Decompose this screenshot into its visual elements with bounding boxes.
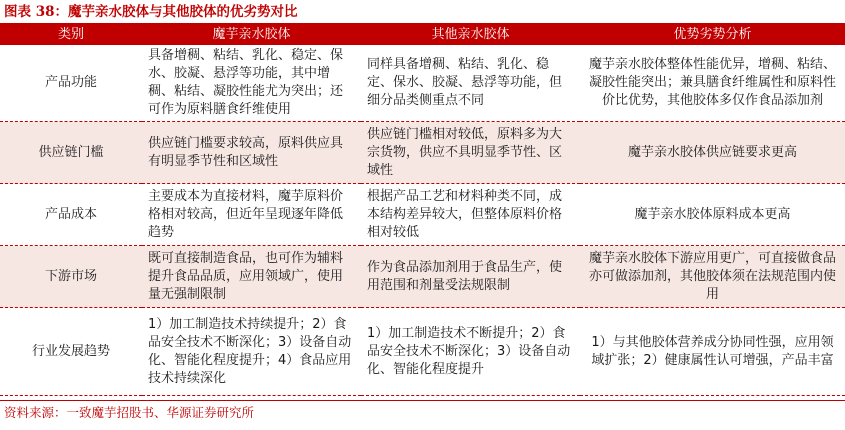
header-konjac: 魔芋亲水胶体 xyxy=(142,25,361,45)
source-note: 资料来源：一致魔芋招股书、华源证券研究所 xyxy=(4,405,255,420)
header-row xyxy=(0,25,845,45)
row-category: 产品成本 xyxy=(0,184,142,246)
table-row xyxy=(0,122,845,184)
comparison-table xyxy=(0,25,845,396)
analysis-cell: 魔芋亲水胶体下游应用更广，可直接做食品亦可做添加剂，其他胶体须在法规范围内使用 xyxy=(580,246,845,308)
row-category: 产品功能 xyxy=(0,45,142,122)
row-category: 行业发展趋势 xyxy=(0,308,142,396)
other-cell: 供应链门槛相对较低，原料多为大宗货物，供应不具明显季节性、区域性 xyxy=(361,122,580,184)
konjac-cell: 具备增稠、粘结、乳化、稳定、保水、胶凝、悬浮等功能，其中增稠、粘结、凝胶性能尤为突出；还可作为原料膳食纤维使用 xyxy=(142,45,361,122)
table-row xyxy=(0,45,845,122)
header-other: 其他亲水胶体 xyxy=(361,25,580,45)
other-cell: 作为食品添加剂用于食品生产，使用范围和剂量受法规限制 xyxy=(361,246,580,308)
figure-title: 图表 38：魔芋亲水胶体与其他胶体的优劣势对比 xyxy=(4,4,298,20)
other-cell: 同样具备增稠、粘结、乳化、稳定、保水、胶凝、悬浮等功能，但细分品类侧重点不同 xyxy=(361,45,580,122)
analysis-cell: 1）与其他胶体营养成分协同性强，应用领域扩张；2）健康属性认可增强，产品丰富 xyxy=(580,308,845,396)
konjac-cell: 1）加工制造技术持续提升；2）食品安全技术不断深化；3）设备自动化、智能化程度提升；4）食品应用技术持续深化 xyxy=(142,308,361,396)
bottom-rule xyxy=(0,400,845,401)
table-row xyxy=(0,246,845,308)
header-analysis: 优势劣势分析 xyxy=(580,25,845,45)
row-category: 下游市场 xyxy=(0,246,142,308)
header-category: 类别 xyxy=(0,25,142,45)
table-row xyxy=(0,308,845,396)
analysis-cell: 魔芋亲水胶体整体性能优异，增稠、粘结、凝胶性能突出；兼具膳食纤维属性和原料性价比优势，其他胶体多仅作食品添加剂 xyxy=(580,45,845,122)
konjac-cell: 既可直接制造食品，也可作为辅料提升食品品质，应用领域广，使用量无强制限制 xyxy=(142,246,361,308)
table-row xyxy=(0,184,845,246)
konjac-cell: 主要成本为直接材料，魔芋原料价格相对较高，但近年呈现逐年降低趋势 xyxy=(142,184,361,246)
row-category: 供应链门槛 xyxy=(0,122,142,184)
analysis-cell: 魔芋亲水胶体原料成本更高 xyxy=(580,184,845,246)
analysis-cell: 魔芋亲水胶体供应链要求更高 xyxy=(580,122,845,184)
konjac-cell: 供应链门槛要求较高，原料供应具有明显季节性和区域性 xyxy=(142,122,361,184)
other-cell: 根据产品工艺和材料种类不同，成本结构差异较大，但整体原料价格相对较低 xyxy=(361,184,580,246)
other-cell: 1）加工制造技术不断提升；2）食品安全技术不断深化；3）设备自动化、智能化程度提升 xyxy=(361,308,580,396)
